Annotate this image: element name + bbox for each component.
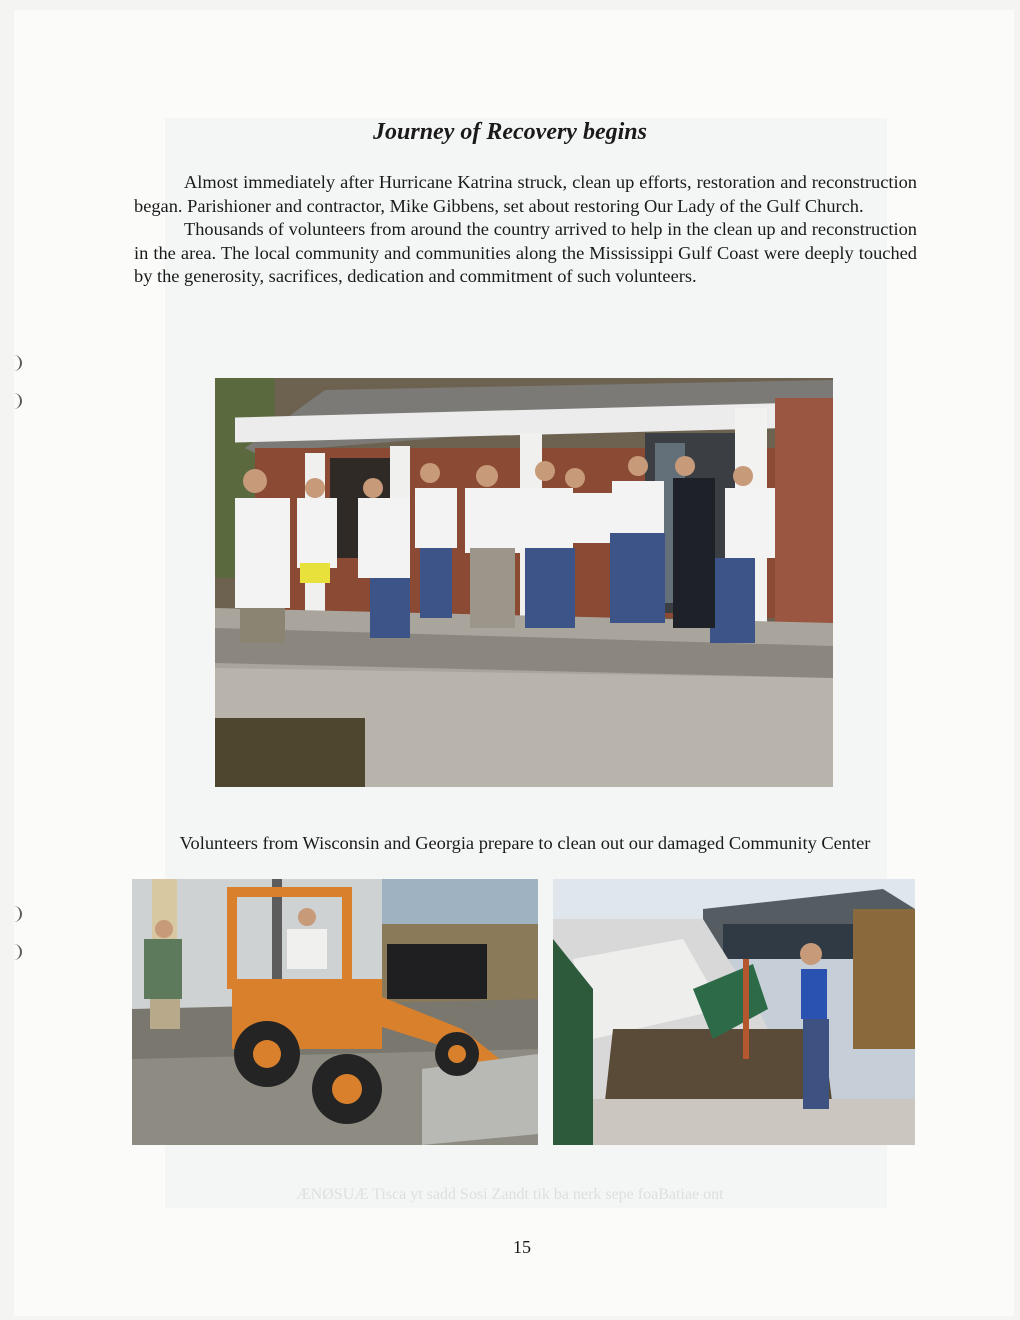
- volunteers-group-photo: [215, 378, 833, 787]
- backhoe-photo: [132, 879, 538, 1145]
- bleed-through-text: ÆNØSUÆ Tisca yt sadd Sosi Zandt tik ba nerk sepe foaBatiae ont: [296, 1186, 724, 1203]
- body-text: [134, 171, 917, 289]
- paragraph: Almost immediately after Hurricane Katrina struck, clean up efforts, restoration and reconstruction began. Parishioner and contractor, Mike Gibbens, set about restoring Our Lady of the Gulf Church.: [134, 172, 917, 216]
- page-title: Journey of Recovery begins: [373, 119, 647, 145]
- photo-caption: Volunteers from Wisconsin and Georgia prepare to clean out our damaged Community Center: [179, 833, 871, 853]
- page-number: 15: [513, 1237, 531, 1257]
- debris-cleanup-photo: [553, 879, 915, 1145]
- paragraph: Thousands of volunteers from around the country arrived to help in the clean up and reconstruction in the area. The local community and communities along the Mississippi Gulf Coast were deeply touched by the generosity, sacrifices, dedication and commitment of such volunteers.: [134, 219, 917, 286]
